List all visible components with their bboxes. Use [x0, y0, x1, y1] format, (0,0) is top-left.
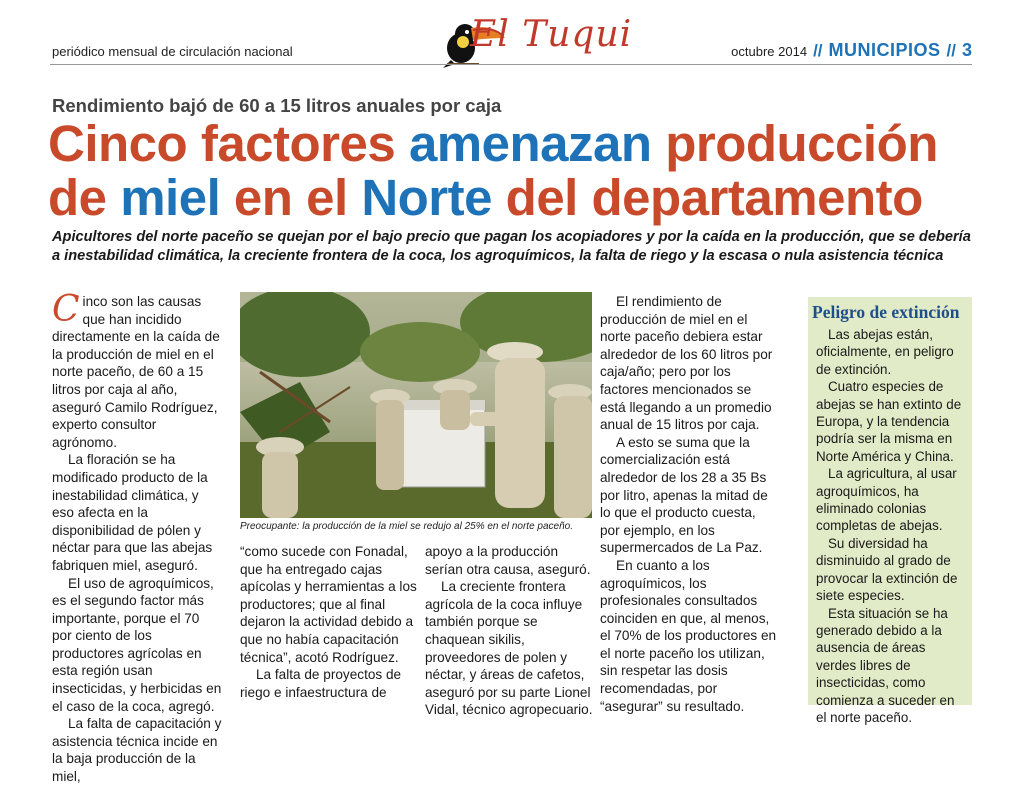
paragraph-text: inco son las causas que han incidido directamente en la caída de la producción de miel en el norte paceño, de 60 a 15 litros por caja al año, aseguró Camilo Rodríguez, experto consultor agrónomo.	[52, 294, 220, 450]
sidebar-paragraph: Cuatro especies de abejas se han extinto de Europa, y la tendencia podría ser la misma en Norte América y China.	[816, 379, 962, 464]
sidebar-paragraph: Su diversidad ha disminuido al grado de provocar la extinción de siete especies.	[816, 535, 958, 604]
paragraph	[52, 289, 222, 451]
sidebar-body	[816, 326, 966, 726]
article-column-2a	[240, 543, 418, 701]
headline-part-highlight: Norte	[361, 169, 492, 226]
headline-part-highlight: amenazan	[408, 115, 652, 172]
headline-part: Cinco factores	[48, 115, 409, 172]
headline-part-highlight: miel	[120, 169, 221, 226]
issue-date: octubre 2014	[731, 44, 808, 59]
headline-part: del departamento	[492, 169, 923, 226]
article-headline	[48, 117, 988, 225]
paragraph: En cuanto a los agroquímicos, los profesionales consultados coinciden en que, al menos, el 70% de los productores en el norte paceño los utilizan, sin respetar las dosis recomendadas, por “asegurar” su resultado.	[600, 557, 777, 714]
page-number: 3	[961, 40, 972, 60]
article-lede: Apicultores del norte paceño se quejan por el bajo precio que pagan los acopiadores y por la caída en la producción, que se debería a inestabilidad climática, la creciente frontera de la coca, los agroquímicos, la falta de riego y la escasa o nula asistencia técnica	[52, 229, 971, 264]
beekeepers-photo	[240, 292, 592, 518]
article-column-1	[52, 289, 222, 786]
drop-cap: C	[52, 289, 80, 330]
headline-part: producción de	[48, 115, 938, 226]
masthead-title: El Tuqui	[470, 14, 633, 55]
header-divider	[50, 64, 972, 65]
paragraph: A esto se suma que la comercialización está alrededor de los 28 a 35 Bs por litro, apenas la mitad de lo que el producto cuesta, por ejemplo, en los supermercados de La Paz.	[600, 434, 768, 556]
paragraph: El rendimiento de producción de miel en el norte paceño debiera estar alrededor de los 60 litros por caja/año; pero por los factores mencionados se está llegando a un promedio anual de 15 litros por caja.	[600, 294, 773, 433]
article-column-3	[600, 293, 778, 715]
paragraph: El uso de agroquímicos, es el segundo factor más importante, porque el 70 por ciento de los productores agrícolas en esta región usan insecticidas, y herbicidas en el caso de la coca, agregó.	[52, 575, 222, 714]
sidebar-paragraph: Las abejas están, oficialmente, en peligro de extinción.	[816, 327, 954, 377]
paragraph: La falta de proyectos de riego e infaestructura de	[240, 667, 402, 700]
sidebar-title: Peligro de extinción	[812, 302, 960, 322]
headline-part: en el	[220, 169, 362, 226]
article-column-2b	[425, 543, 593, 719]
separator-2: //	[946, 41, 956, 60]
paragraph: La falta de capacitación y asistencia técnica incide en la baja producción de la miel,	[52, 716, 222, 785]
sidebar-paragraph: Esta situación se ha generado debido a la ausencia de áreas verdes libres de insecticidas, como comienza a suceder en el norte paceño.	[816, 605, 955, 725]
sidebar-paragraph: La agricultura, al usar agroquímicos, ha eliminado colonias completas de abejas.	[816, 466, 957, 534]
paragraph: La floración se ha modificado producto de la inestabilidad climática, y eso afecta en la disponibilidad de pólen y néctar para que las abejas fabriquen miel, aseguró.	[52, 452, 213, 573]
article-kicker: Rendimiento bajó de 60 a 15 litros anuales por caja	[52, 95, 502, 116]
newspaper-tagline: periódico mensual de circulación nacional	[52, 44, 293, 59]
separator-1: //	[813, 41, 823, 60]
paragraph: “como sucede con Fonadal, que ha entregado cajas apícolas y herramientas a los productores; que al final dejaron la actividad debido a que no había capacitación técnica”, acotó Rodríguez.	[240, 544, 417, 665]
header-section-info	[731, 40, 972, 61]
photo-caption: Preocupante: la producción de la miel se redujo al 25% en el norte paceño.	[240, 521, 573, 532]
paragraph: apoyo a la producción serían otra causa, aseguró.	[425, 544, 591, 577]
paragraph: La creciente frontera agrícola de la coca influye también porque se chaquean sikilis, proveedores de polen y néctar, y áreas de cafetos, aseguró por su parte Lionel Vidal, técnico agropecuario.	[425, 579, 593, 718]
section-name: MUNICIPIOS	[828, 40, 941, 60]
